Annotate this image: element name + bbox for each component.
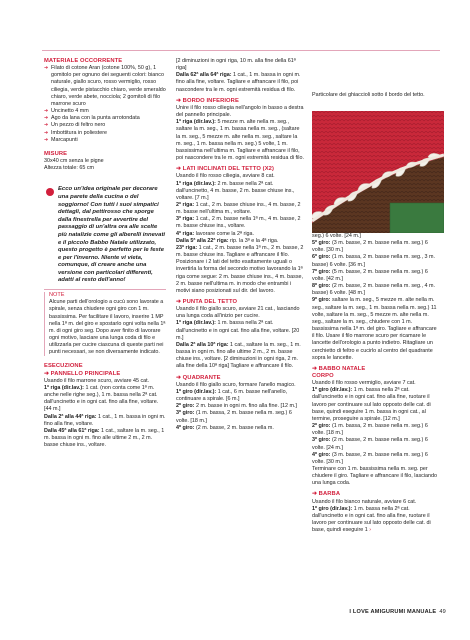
column-3 bbox=[312, 233, 440, 534]
instruction-line: 3º giro: (2 m. basse, 2 m. basse nella m. seg.) 6 volte. [24 m.] bbox=[312, 437, 428, 451]
barba-heading: ➜ BARBA bbox=[312, 491, 341, 498]
materiale-list bbox=[44, 65, 166, 144]
instruction-line: 1ª riga (dir.lav.): 2 m. basse nella 2ª cat. dall'uncinetto, 4 m. basse, 2 m. basse chiuse ins., voltare. [7 m.] bbox=[176, 180, 295, 201]
pannello-heading: ➜ PANNELLO PRINCIPALE bbox=[44, 370, 121, 377]
arrow-icon: ➜ bbox=[312, 365, 319, 372]
misure-line: 30x40 cm senza le pigne bbox=[44, 158, 104, 165]
arrow-icon: ➜ bbox=[176, 97, 183, 104]
instruction-line: 9º giro: saltare la m. seg., 5 mezze m. alte nella m. seg., saltare la m. seg., 1 m. bassa nella m. seg.) 11 volte, saltare la m. seg., 5 mezze m. alte nella m. seg., saltare la m. seg., chiudere con 1 m. bassissima nella 1ª m. del giro. Tagliare e affrancare il filo. Usare il filo marrone scuro per ricamare le lancette dell'orologio a punto indietro. Ritagliare un cerchietto di feltro e cucirlo al centro del quadrante sopra le lancette. bbox=[312, 297, 437, 361]
instruction-line: Unire il filo rosso ciliegia nell'angolo in basso a destra del pannello principale. bbox=[176, 104, 304, 119]
bullet-dot-icon bbox=[46, 188, 54, 196]
intro-paragraph: Ecco un'idea originale per decorare una parete della cucina o del soggiorno! Con tutti i suoi simpatici dettagli, dal pettirosso che sporge dalla finestrella per avvertire del passaggio di un'altra ora alle scelte più natalizie come gli alberelli innevati e il piccolo Babbo Natale utilizzato, questo progetto è perfetto per le feste e per l'inverno. Niente vi vieta, comunque, di creare anche una versione con particolari differenti, adatti al resto dell'anno! bbox=[44, 186, 166, 285]
instruction-line: Dalla 2ª alla 44ª riga: 1 cat., 1 m. bassa in ogni m. fino alla fine, voltare. bbox=[44, 413, 166, 427]
corpo-heading: CORPO bbox=[312, 372, 334, 379]
green-panel bbox=[390, 203, 444, 233]
instruction-line: [2 diminuzioni in ogni riga, 10 m. alla fine della 61ª riga] bbox=[176, 58, 296, 72]
instruction-line: Usando il filo giallo scuro, avviare 21 cat., lasciando una lunga coda all'inizio per cucire. bbox=[176, 306, 300, 320]
materiale-item: ➜ Marcapunti bbox=[44, 137, 166, 144]
punta-heading: ➜ PUNTA DEL TETTO bbox=[176, 299, 238, 305]
arrow-icon: ➜ bbox=[312, 491, 319, 498]
instruction-line: 2ª riga: 1 cat., 2 m. basse chiuse ins., 4 m. basse, 2 m. basse nell'ultima m., voltare. bbox=[176, 201, 301, 216]
instruction-line: 3ª riga: 1 cat., 2 m. basse nella 1ª m., 4 m. basse, 2 m. basse chiuse ins., voltare. bbox=[176, 216, 301, 230]
instruction-line: Usando il filo rosso ciliegia, avviare 8 cat. bbox=[176, 173, 275, 180]
misure-heading: MISURE bbox=[44, 150, 68, 157]
instruction-line: 7º giro: (5 m. basse, 2 m. basse nella m. seg.) 6 volte. [42 m.] bbox=[312, 268, 428, 282]
instruction-line: 4º giro: (2 m. basse, 2 m. basse nella m. bbox=[176, 424, 274, 431]
esecuzione-lines bbox=[44, 378, 166, 450]
instruction-line: 1º giro (dir.lav.): 1 m. bassa nella 2ª cat. dall'uncinetto e in ogni cat. fino alla fine, ruotare il lavoro per continuare sul lato opposto delle cat. di base, quindi eseguire 1 m. bassa in ogni cat., al termine, proseguire a spirale. [12 m.] bbox=[312, 387, 431, 422]
arrow-icon: ➜ bbox=[176, 166, 183, 173]
continue-arrow-icon: › bbox=[369, 527, 372, 534]
instruction-line: Usando il filo marrone scuro, avviare 45 cat. bbox=[44, 377, 150, 384]
materiale-heading: MATERIALE OCCORRENTE bbox=[44, 58, 123, 64]
instruction-line: seg.) 6 volte. [24 m.] bbox=[312, 233, 361, 239]
note-heading: NOTE bbox=[49, 292, 65, 299]
instruction-line: Terminare con 1 m. bassissima nella m. seg. per chiudere il giro. Tagliare e affrancare il filo, lasciando una lunga coda. bbox=[312, 466, 438, 487]
column-1 bbox=[44, 58, 166, 449]
materiale-item: ➜ Ago da lana con la punta arrotondata bbox=[44, 115, 166, 122]
column-2 bbox=[176, 58, 304, 432]
arrow-icon: ➜ bbox=[176, 299, 183, 305]
materiale-item: ➜ Un pezzo di feltro nero bbox=[44, 122, 166, 129]
instruction-line: 6º giro: (1 m. bassa, 2 m. basse nella m. seg., 3 m. basse) 6 volte. [36 m.] bbox=[312, 254, 436, 268]
instruction-line: 5º giro: (3 m. basse, 2 m. basse nella m. seg.) 6 volte. [30 m.] bbox=[312, 240, 428, 254]
bordo-heading: ➜ BORDO INFERIORE bbox=[176, 97, 239, 104]
instruction-line: 1ª riga (dir.lav.): 5 mezze m. alte nella m. seg., saltare la m. seg., 1 m. bassa nella m. seg., (saltare la m. seg., 5 mezze m. alte nella m. seg., saltare la m. seg., 1 m. bassa nella m. seg.) 5 volte, 1 m. bassissima nell'ultima m. Tagliare e affrancare il filo, poi nascondere tra le m. ogni estremità residua di filo. bbox=[176, 119, 304, 162]
instruction-line: 2º giro: 2 m. basse in ogni m. fino alla fine. [12 m.] bbox=[176, 403, 297, 410]
misure-line: Altezza totale: 65 cm bbox=[44, 165, 95, 172]
instruction-line: 3º giro: (1 m. bassa, 2 m. basse nella m. seg.) 6 volte. [18 m.] bbox=[176, 410, 292, 424]
footer-title: I LOVE AMIGURUMI MANUALE bbox=[349, 609, 437, 615]
instruction-line: Usando il filo giallo scuro, formare l'anello magico. bbox=[176, 381, 296, 388]
instruction-line: Dalla 45ª alla 61ª riga: 1 cat., saltare la m. seg., 1 m. bassa in ogni m. fino alle ultime 2 m., 2 m. basse chiuse ins., voltare. bbox=[44, 427, 165, 449]
instruction-line: 2º giro: (1 m. bassa, 2 m. basse nella m. seg.) 6 volte. [18 m.] bbox=[312, 423, 428, 437]
instruction-line: 4º giro: (3 m. basse, 2 m. basse nella m. seg.) 6 volte. [30 m.] bbox=[312, 451, 428, 465]
instruction-line: Usando il filo rosso vermiglio, avviare 7 cat. bbox=[312, 380, 416, 387]
instruction-line: Dalla 62ª alla 64ª riga: 1 cat., 1 m. bassa in ogni m. fino alla fine, voltare. Tagliare e affrancare il filo, poi nascondere tra le m. ogni estremità residua di filo. bbox=[176, 72, 301, 93]
materiale-item: ➜ Imbottitura in poliestere bbox=[44, 130, 166, 137]
note-box bbox=[44, 292, 166, 356]
babbo-heading: ➜ BABBO NATALE bbox=[312, 365, 366, 372]
photo-caption: Particolare dei ghiaccioli sotto il bordo del tetto. bbox=[312, 92, 425, 98]
page-number: 49 bbox=[439, 609, 446, 615]
esecuzione-heading: ESECUZIONE bbox=[44, 363, 83, 370]
lati-heading: ➜ LATI INCLINATI DEL TETTO (X2) bbox=[176, 166, 275, 173]
materiale-item: ➜ Uncinetto 4 mm bbox=[44, 108, 166, 115]
instruction-line: Dalla 5ª alla 22ª riga: rip. la 3ª e la 4ª riga. bbox=[176, 237, 279, 244]
instruction-line: 23ª riga: 1 cat., 2 m. basse nella 1ª m., 2 m. basse, 2 m. basse chiuse ins. Tagliare e affrancare il filo. Posizionare i 2 lati del tetto esattamente uguali o invertirla la forma del secondo motivo lavorando la 1ª riga come segue: 2 m. basse chiuse ins., 4 m. basse, 2 m. basse nell'ultima m. in modo che entrambi i motivi siano posizionati sul dir. del lavoro. bbox=[176, 244, 304, 294]
instruction-line: 1ª riga (dir.lav.): 1 m. bassa nella 2ª cat. dall'uncinetto e in ogni cat. fino alla fine, voltare. [20 m.] bbox=[176, 320, 300, 341]
instruction-line: 8º giro: (2 m. basse, 2 m. basse nella m. seg., 4 m. basse) 6 volte. [48 m.] bbox=[312, 283, 436, 297]
arrow-icon: ➜ bbox=[44, 370, 51, 377]
materiale-item: ➜ Filato di cotone Aran (cotone 100%, 50 g), 1 gomitolo per ognuno dei seguenti colori: bianco naturale, giallo scuro, rosso vermiglio, rosso ciliegia, verde pistacchio chiaro, verde smeraldo chiaro, verde abete, nocciola; 2 gomitoli di filo marrone scuro bbox=[44, 65, 166, 108]
quadrante-heading: ➜ QUADRANTE bbox=[176, 374, 221, 381]
instruction-line: 1ª riga (dir.lav.): 1 cat. (non conta come 1ª m. anche nelle righe seg.), 1 m. bassa nella 2ª cat. dall'uncinetto e in ogni cat. fino alla fine, voltare. [44 m.] bbox=[44, 384, 159, 413]
top-divider bbox=[42, 50, 440, 51]
page-footer bbox=[296, 609, 446, 615]
instruction-line: 4ª riga: lavorare come la 2ª riga. bbox=[176, 230, 255, 237]
instruction-line: Usando il filo bianco naturale, avviare 6 cat. bbox=[312, 498, 417, 505]
instruction-line: 1º giro (dir.lav.): 1 m. bassa nella 2ª cat. dall'uncinetto e in ogni cat. fino alla fine, ruotare il lavoro per continuare sul lato opposto delle cat. di base, quindi eseguire 1 › bbox=[312, 505, 431, 534]
icicle-photo-illustration bbox=[312, 111, 444, 233]
arrow-icon: ➜ bbox=[176, 374, 183, 381]
note-text: Alcune parti dell'orologio a cucù sono lavorate a spirale, senza chiudere ogni giro con 1 m. bassissima. Per facilitare il lavoro, inserire 1 MP nella 1ª m. del giro e spostarlo ogni volta nella 1ª m. di ogni giro seg. Dopo aver finito di lavorare ogni motivo, lasciare una lunga coda di filo e utilizzarla per cucire ciascuna di queste parti nei punti necessari, se non diversamente indicato. bbox=[49, 299, 166, 356]
instruction-line: 1º giro (dir.lav.): 1 cat., 6 m. basse nell'anello, continuare a spirale. [6 m.] bbox=[176, 388, 288, 403]
icicle-detail-photo bbox=[312, 111, 444, 233]
instruction-line: Dalla 2ª alla 10ª riga: 1 cat., saltare la m. seg., 1 m. bassa in ogni m. fino alle ultime 2 m., 2 m. basse chiuse ins., voltare. [2 diminuzioni in ogni riga, 2 m. alla fine della 10ª riga] Tagliare e affrancare il filo. bbox=[176, 341, 301, 370]
note-divider bbox=[44, 289, 166, 290]
